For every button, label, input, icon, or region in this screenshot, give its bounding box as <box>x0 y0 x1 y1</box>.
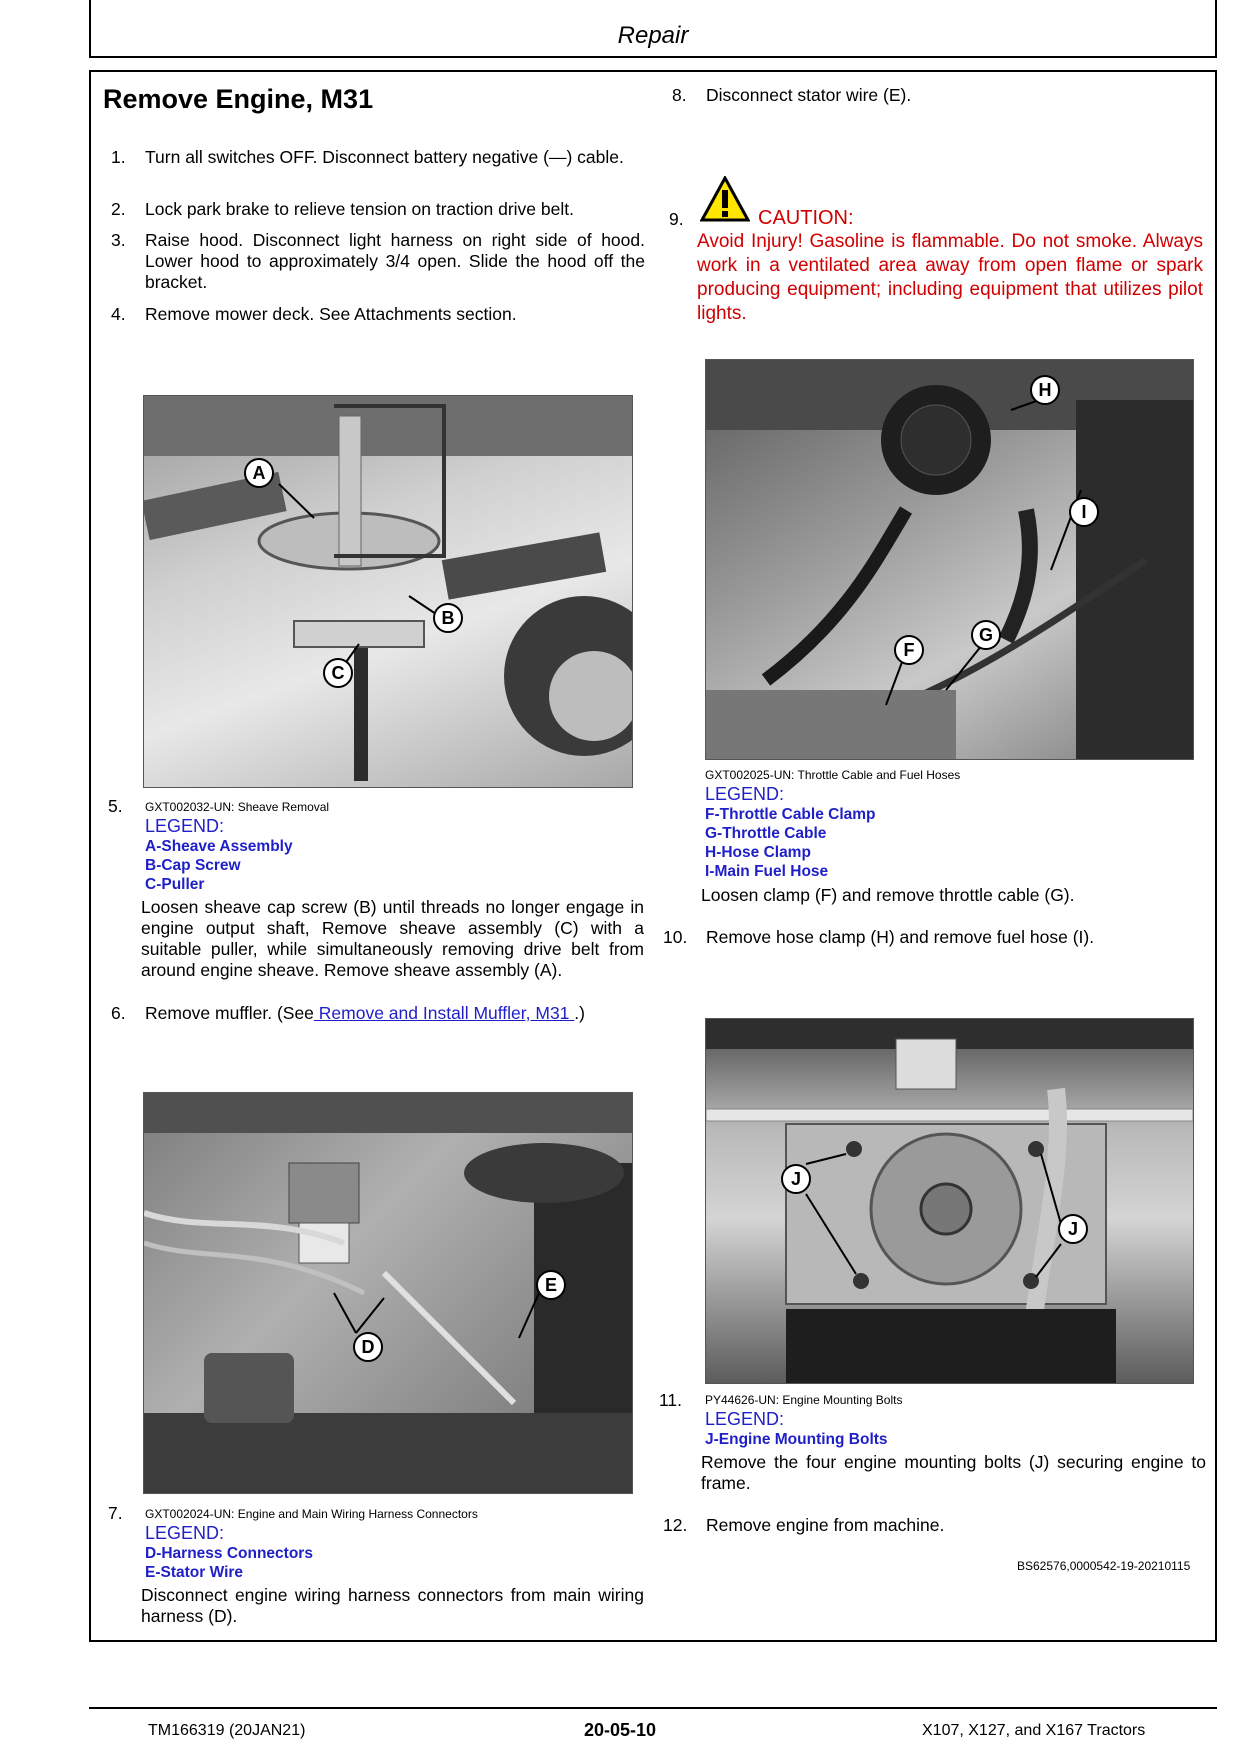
legend-item: F-Throttle Cable Clamp <box>705 806 876 823</box>
step-number: 10. <box>663 927 688 947</box>
step-text: Loosen sheave cap screw (B) until threads no longer engage in engine output shaft, Remove sheave assembly (C) with a suitable puller, while simultaneously removing drive belt from around engine sheave. Remove sheave assembly (A). <box>141 897 644 980</box>
step-number: 6. <box>111 1003 126 1023</box>
legend-item: I-Main Fuel Hose <box>705 863 829 880</box>
legend-item: A-Sheave Assembly <box>145 838 293 855</box>
legend-item: J-Engine Mounting Bolts <box>705 1431 888 1448</box>
legend-item: G-Throttle Cable <box>705 825 827 842</box>
legend-item: E-Stator Wire <box>145 1564 244 1581</box>
callout-i: I <box>1069 497 1099 527</box>
step-number: 12. <box>663 1515 688 1535</box>
page-title: Remove Engine, M31 <box>103 84 374 114</box>
step-text: Remove mower deck. See Attachments section. <box>145 304 517 324</box>
legend-title: LEGEND: <box>145 816 225 836</box>
callout-c: C <box>323 658 353 688</box>
section-title: Repair <box>617 22 689 49</box>
step-text <box>145 1003 645 1024</box>
figure-caption: GXT002024-UN: Engine and Main Wiring Harness Connectors <box>145 1507 478 1521</box>
harness-connectors-photo <box>143 1092 633 1494</box>
step-number: 3. <box>111 230 126 250</box>
step-text: Remove engine from machine. <box>706 1515 945 1535</box>
caution-title: CAUTION: <box>758 207 854 229</box>
figure-caption: GXT002032-UN: Sheave Removal <box>145 800 330 814</box>
callout-h: H <box>1030 375 1060 405</box>
callout-j: J <box>781 1164 811 1194</box>
step-number: 1. <box>111 147 126 167</box>
callout-b: B <box>433 603 463 633</box>
callout-d: D <box>353 1332 383 1362</box>
step-text: Remove the four engine mounting bolts (J) securing engine to frame. <box>701 1452 1206 1493</box>
warning-triangle-icon <box>700 176 750 227</box>
caution-text: Avoid Injury! Gasoline is flammable. Do not smoke. Always work in a ventilated area away from open flame or spark producing equipment; including equipment that utilizes pilot lights. <box>697 231 1203 324</box>
step-text: Lock park brake to relieve tension on traction drive belt. <box>145 199 574 219</box>
legend-item: C-Puller <box>145 876 205 893</box>
footer-model: X107, X127, and X167 Tractors <box>922 1722 1146 1739</box>
step-number: 7. <box>108 1503 123 1523</box>
figure-caption: PY44626-UN: Engine Mounting Bolts <box>705 1393 903 1407</box>
callout-g: G <box>971 620 1001 650</box>
legend-title: LEGEND: <box>705 784 785 804</box>
step-number: 2. <box>111 199 126 219</box>
muffler-link[interactable]: Remove and Install Muffler, M31 <box>313 1003 575 1023</box>
step-text: Disconnect engine wiring harness connectors from main wiring harness (D). <box>141 1585 644 1626</box>
figure-caption: GXT002025-UN: Throttle Cable and Fuel Hoses <box>705 768 961 782</box>
step-text: Loosen clamp (F) and remove throttle cable (G). <box>701 885 1075 905</box>
page-number: 20-05-10 <box>583 1720 657 1740</box>
step-text: Disconnect stator wire (E). <box>706 85 912 105</box>
footer-manual-id: TM166319 (20JAN21) <box>148 1722 306 1739</box>
step-text-prefix: Remove muffler. (See <box>145 1003 314 1023</box>
legend-item: D-Harness Connectors <box>145 1545 313 1562</box>
legend-title: LEGEND: <box>145 1523 225 1543</box>
callout-a: A <box>244 458 274 488</box>
callout-e: E <box>536 1270 566 1300</box>
step-number: 9. <box>669 209 684 229</box>
step-text: Remove hose clamp (H) and remove fuel hose (I). <box>706 927 1095 947</box>
throttle-cable-photo <box>705 359 1194 760</box>
step-text-suffix: .) <box>574 1003 585 1023</box>
step-text: Raise hood. Disconnect light harness on right side of hood. Lower hood to approximately 3/4 open. Slide the hood off the bracket. <box>145 230 645 292</box>
legend-title: LEGEND: <box>705 1409 785 1429</box>
legend-item: H-Hose Clamp <box>705 844 811 861</box>
step-text: Turn all switches OFF. Disconnect battery negative (—) cable. <box>145 147 624 167</box>
step-number: 11. <box>659 1390 683 1410</box>
step-number: 4. <box>111 304 126 324</box>
document-id: BS62576,0000542-19-20210115 <box>1017 1559 1191 1573</box>
callout-j: J <box>1058 1214 1088 1244</box>
step-number: 8. <box>672 85 687 105</box>
callout-f: F <box>894 635 924 665</box>
step-number: 5. <box>108 796 123 816</box>
engine-mounting-photo <box>705 1018 1194 1384</box>
footer-rule <box>89 1707 1217 1709</box>
legend-item: B-Cap Screw <box>145 857 241 874</box>
sheave-removal-photo <box>143 395 633 788</box>
